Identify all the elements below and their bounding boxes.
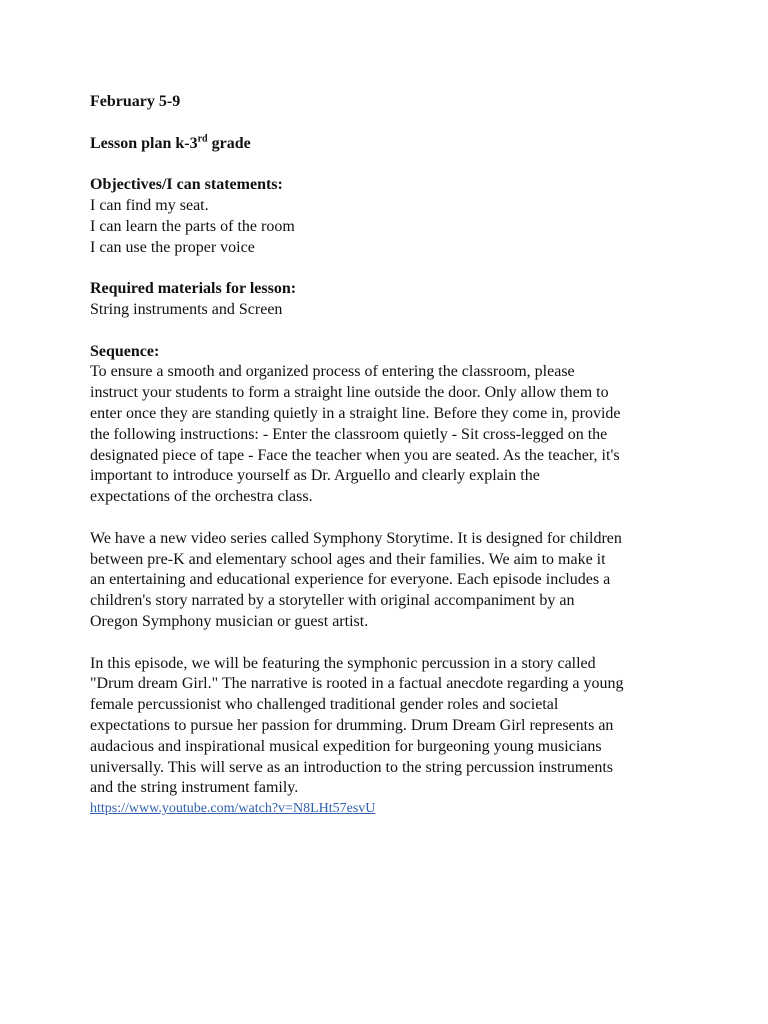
paragraph-line: expectations to pursue her passion for drumming. Drum Dream Girl represents an: [90, 716, 614, 734]
materials-heading: Required materials for lesson:: [90, 280, 297, 298]
lesson-title-suffix: grade: [207, 134, 251, 152]
paragraph-line: audacious and inspirational musical expedition for burgeoning young musicians: [90, 737, 602, 755]
objectives-heading: Objectives/I can statements:: [90, 176, 283, 194]
sequence-heading: Sequence:: [90, 342, 160, 360]
sequence-paragraph-1: [90, 362, 690, 508]
lesson-title: [90, 134, 690, 155]
paragraph-line: "Drum dream Girl." The narrative is rooted in a factual anecdote regarding a young: [90, 675, 624, 693]
sequence-paragraph-3: [90, 654, 690, 800]
paragraph-line: We have a new video series called Symphony Storytime. It is designed for children: [90, 529, 622, 547]
lesson-title-prefix: Lesson plan k-3: [90, 134, 198, 152]
sequence-paragraph-2: [90, 529, 690, 633]
objective-item: I can find my seat.: [90, 196, 209, 214]
paragraph-line: In this episode, we will be featuring the symphonic percussion in a story called: [90, 654, 596, 672]
paragraph-line: enter once they are standing quietly in a straight line. Before they come in, provide: [90, 404, 621, 422]
paragraph-line: and the string instrument family.: [90, 779, 299, 797]
paragraph-line: important to introduce yourself as Dr. Arguello and clearly explain the: [90, 467, 540, 485]
date-heading: February 5-9: [90, 93, 181, 110]
paragraph-line: between pre-K and elementary school ages and their families. We aim to make it: [90, 550, 606, 568]
paragraph-line: To ensure a smooth and organized process of entering the classroom, please: [90, 363, 575, 381]
paragraph-line: designated piece of tape - Face the teacher when you are seated. As the teacher, it's: [90, 446, 620, 464]
paragraph-line: female percussionist who challenged traditional gender roles and societal: [90, 696, 559, 714]
objective-item: I can use the proper voice: [90, 238, 255, 256]
paragraph-line: Oregon Symphony musician or guest artist.: [90, 612, 369, 630]
paragraph-line: children's story narrated by a storyteller with original accompaniment by an: [90, 592, 575, 610]
lesson-plan-document: [90, 92, 690, 820]
paragraph-line: the following instructions: - Enter the classroom quietly - Sit cross-legged on the: [90, 425, 608, 443]
paragraph-line: expectations of the orchestra class.: [90, 488, 313, 506]
objective-item: I can learn the parts of the room: [90, 217, 295, 235]
paragraph-line: universally. This will serve as an introduction to the string percussion instruments: [90, 758, 614, 776]
paragraph-line: instruct your students to form a straight line outside the door. Only allow them to: [90, 384, 609, 402]
lesson-title-superscript: rd: [197, 133, 208, 145]
materials-text: String instruments and Screen: [90, 300, 283, 318]
youtube-link[interactable]: https://www.youtube.com/watch?v=N8LHt57esvU: [90, 801, 376, 817]
paragraph-line: an entertaining and educational experience for everyone. Each episode includes a: [90, 571, 611, 589]
